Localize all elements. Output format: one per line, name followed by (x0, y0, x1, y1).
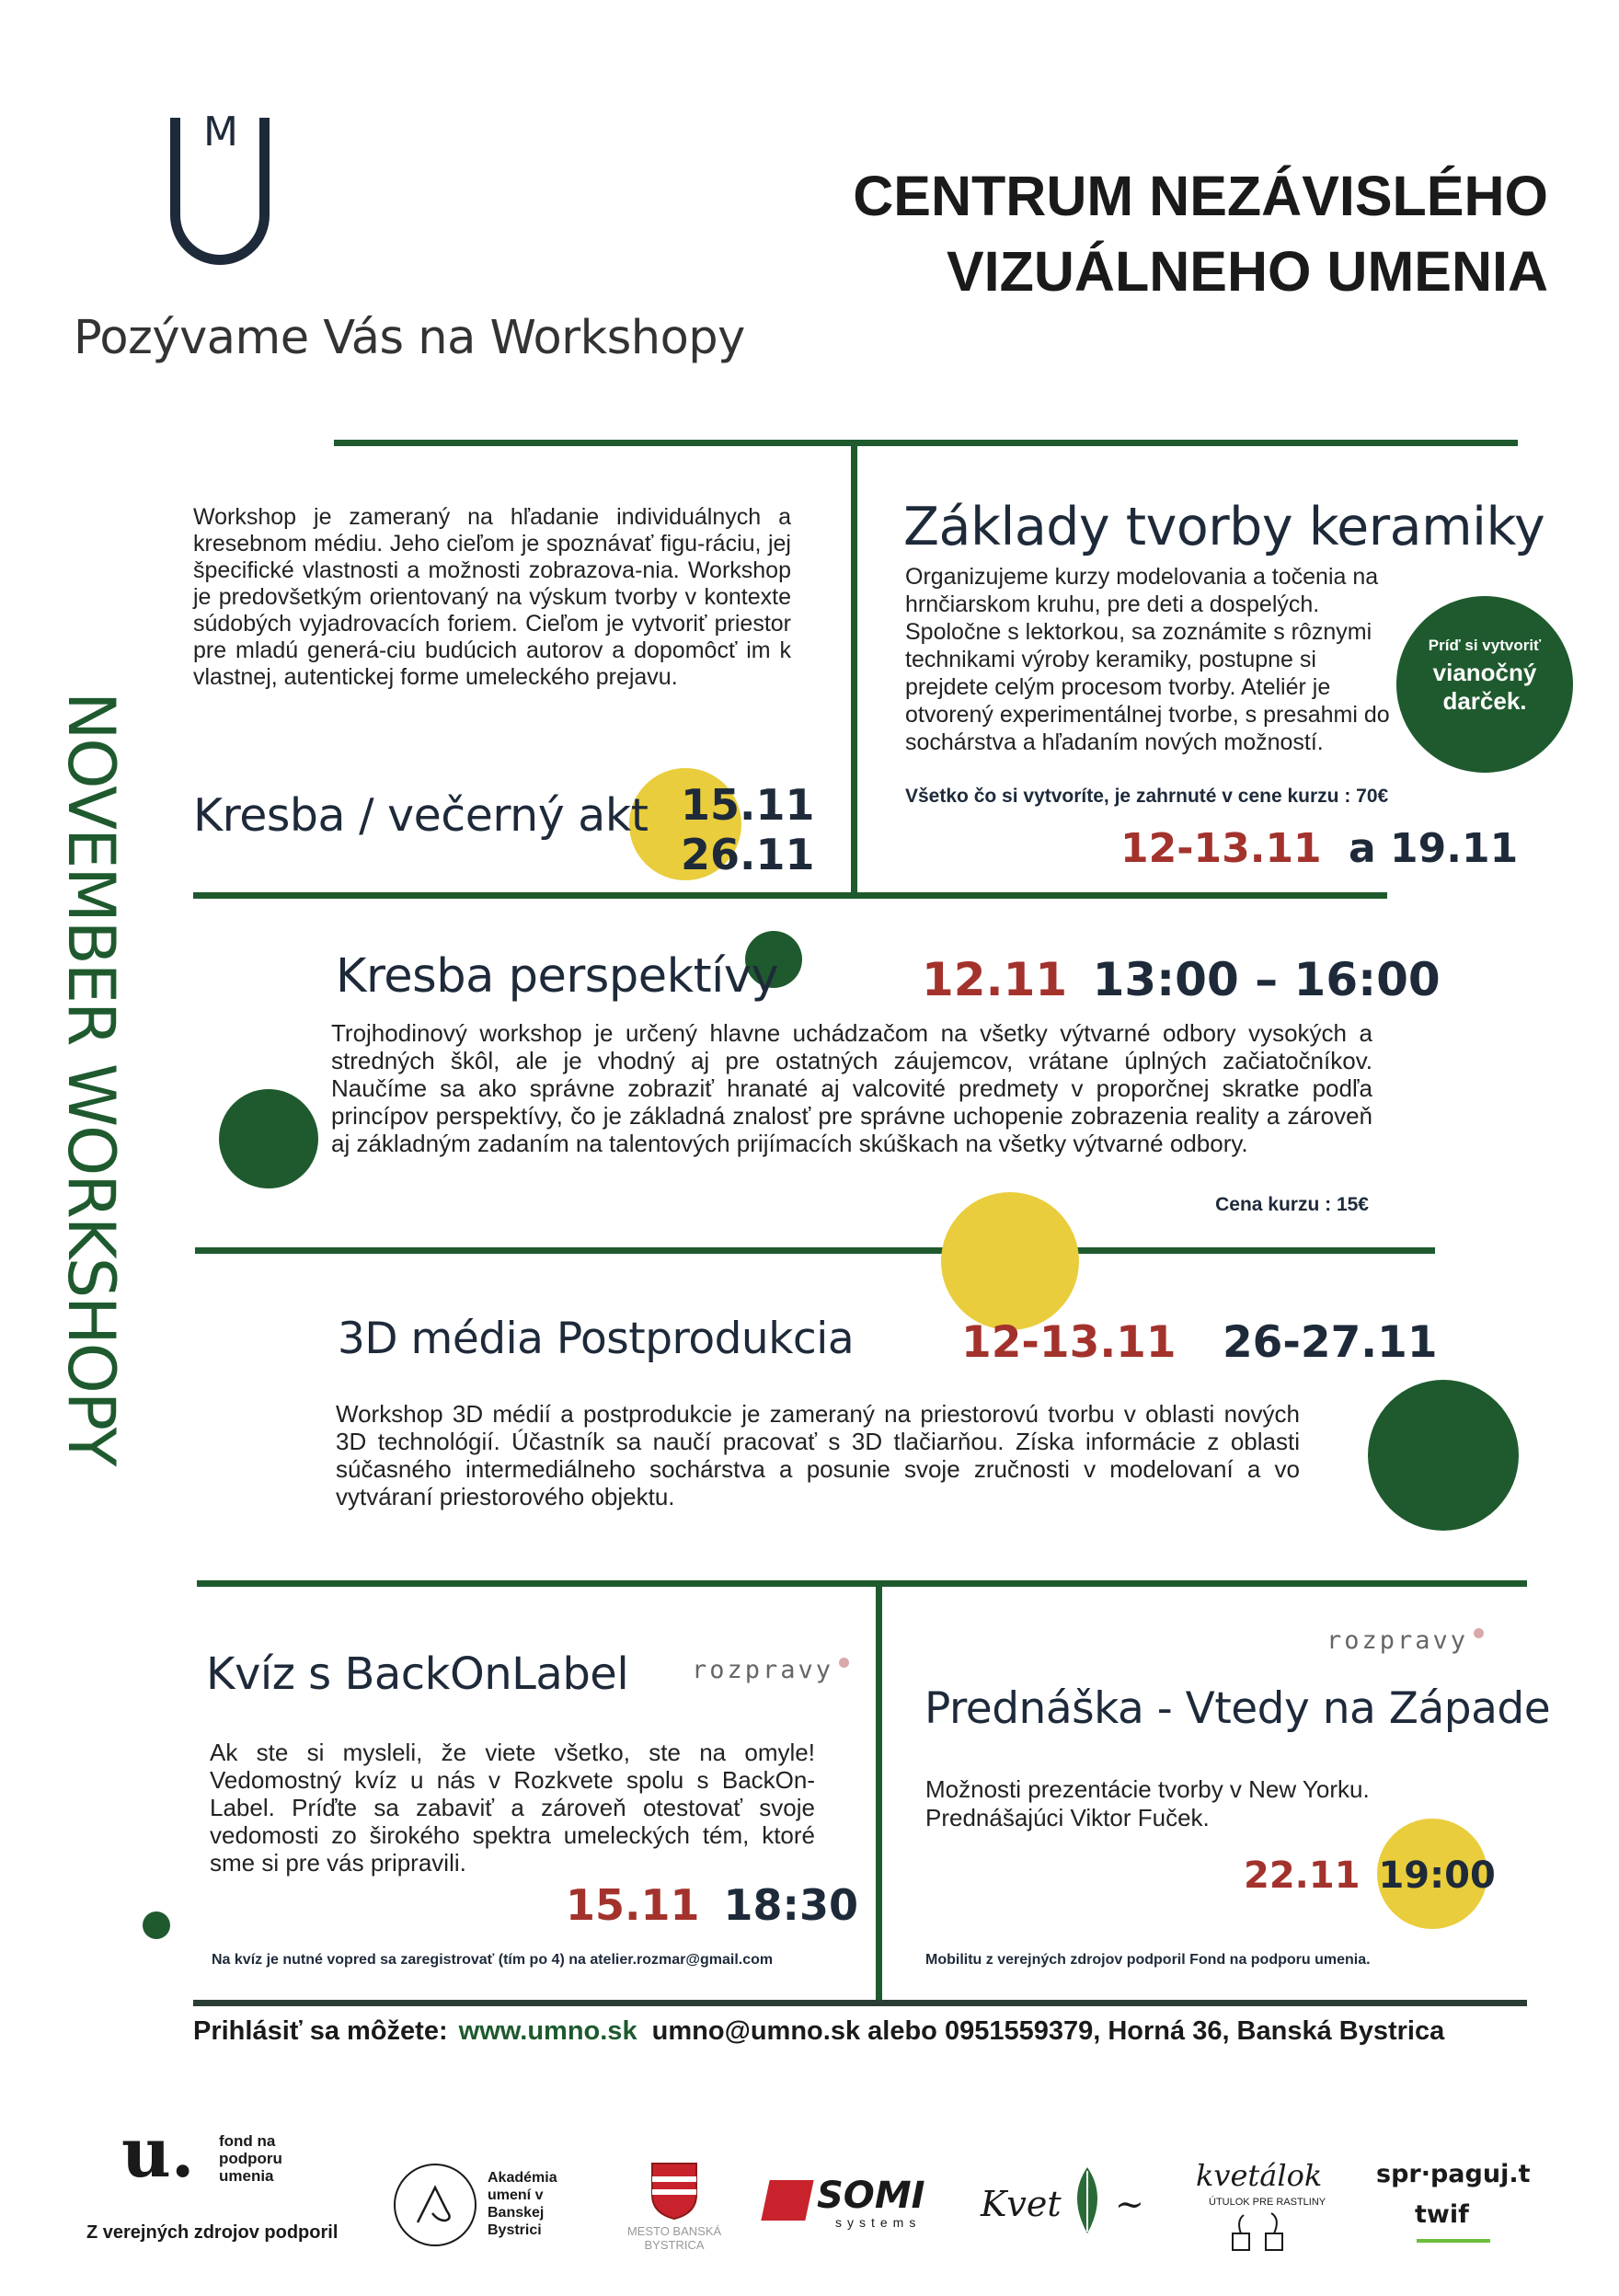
prednaska-note: Mobilitu z verejných zdrojov podporil Fond na podporu umenia. (925, 1952, 1371, 1968)
plant-pots-icon (1225, 2211, 1299, 2254)
prednaska-title: Prednáška - Vtedy na Západe (924, 1683, 1551, 1734)
kvet-tail-icon: ~ (1115, 2184, 1144, 2224)
divider-top (334, 440, 1518, 446)
kresba-akt-date-2: 26.11 (681, 830, 815, 879)
fpu-logo-letter: u. (121, 2114, 195, 2193)
divider-vertical-1 (851, 440, 857, 898)
kviz-title: Kvíz s BackOnLabel (206, 1648, 629, 1700)
badge-line1: Príď si vytvoriť (1428, 637, 1542, 654)
keramika-date-red: 12-13.11 (1120, 825, 1322, 872)
prednaska-tag-text: rozpravy (1326, 1626, 1469, 1655)
prednaska-tag (1326, 1626, 1484, 1655)
somi-logo-icon (761, 2180, 813, 2221)
divider-bottom (193, 2000, 1527, 2006)
page-title (853, 158, 1548, 309)
kvet-name: Kvet (981, 2184, 1062, 2224)
divider-2 (193, 892, 1387, 899)
fpu-name: fond na podporu umenia (219, 2132, 282, 2185)
mu-logo-m: M (203, 109, 238, 155)
somi-sub: systems (835, 2215, 922, 2230)
divider-vertical-2 (876, 1580, 882, 2005)
media3d-body: Workshop 3D médií a postprodukcie je zameraný na priestorovú tvorbu v oblasti nových 3D technológií. Účastník sa naučí pracovať s 3D tlačiarňou. Získa informácie z oblasti súčasného intermediálneho sochárstva a posunie svoje zručnosti v modelovaní a vo vytváraní priestorového objektu. (336, 1400, 1300, 1510)
kviz-date (566, 1880, 858, 1930)
kresba-akt-body: Workshop je zameraný na hľadanie individuálnych a kresebnom médiu. Jeho cieľom je spoznávať figu-ráciu, jej špecifické vlastnosti a možnosti zobrazova-nia. Workshop je predovšetkým orientovaný na výskum tvorby v kontexte súdobých vyjadrovacích foriem. Cieľom je vytvoriť priestor pre mladú generá-ciu budúcich autorov a dopomôcť im k vlastnej, autentickej forme umeleckého prejavu. (193, 504, 791, 690)
keramika-dates (1120, 825, 1518, 872)
media3d-date-2: 26-27.11 (1222, 1317, 1438, 1368)
perspektivy-price: Cena kurzu : 15€ (1215, 1194, 1369, 1215)
sponsor-fpu (81, 2114, 375, 2246)
page-title-line2: VIZUÁLNEHO UMENIA (946, 240, 1548, 303)
mesto-crest-icon (649, 2160, 700, 2221)
kviz-tag-text: rozpravy (692, 1656, 834, 1684)
page-title-line1: CENTRUM NEZÁVISLÉHO (853, 165, 1548, 227)
prednaska-date (1244, 1854, 1496, 1897)
kviz-tag-dot (839, 1658, 849, 1668)
invite-text: Pozývame Vás na Workshopy (74, 311, 745, 365)
green-dot-3d (1368, 1380, 1519, 1531)
propaguj-name: spr·paguj.t (1376, 2160, 1531, 2188)
sponsor-aku (394, 2164, 601, 2256)
badge-line2: vianočný (1432, 659, 1537, 686)
green-dot-small (143, 1911, 170, 1939)
contact-line (193, 2016, 1444, 2047)
badge-line3: darček. (1442, 687, 1527, 715)
sponsor-kvet (981, 2164, 1165, 2246)
prednaska-tag-dot (1474, 1628, 1484, 1638)
sponsor-kvetalok (1185, 2158, 1341, 2259)
kviz-body: Ak ste si mysleli, že viete všetko, ste na omyle! Vedomostný kvíz u nás v Rozkvete spolu s BackOn-Label. Príďte sa zabaviť a zároveň otestovať svoje vedomosti zo širokého spektra umeleckých tém, ktoré sme si pre vás pripravili. (210, 1739, 815, 1877)
media3d-dates (961, 1317, 1438, 1368)
kvetalok-sub: ÚTULOK PRE RASTLINY (1209, 2197, 1326, 2208)
mu-logo (170, 109, 281, 272)
kresba-akt-date-1: 15.11 (681, 780, 815, 830)
keramika-note: Všetko čo si vytvoríte, je zahrnuté v cene kurzu : 70€ (905, 786, 1389, 807)
sponsor-propaguj (1376, 2160, 1542, 2261)
side-title: NOVEMBER WORKSHOPY (53, 692, 129, 1465)
divider-4 (197, 1580, 1527, 1587)
contact-rest: umno@umno.sk alebo 0951559379, Horná 36, Banská Bystrica (651, 2016, 1445, 2046)
divider-3 (195, 1247, 1435, 1254)
somi-name: SOMI (817, 2175, 925, 2217)
media3d-title: 3D média Postprodukcia (338, 1314, 855, 1364)
prednaska-time: 19:00 (1378, 1854, 1496, 1897)
perspektivy-body: Trojhodinový workshop je určený hlavne uchádzačom na všetky výtvarné odbory vysokých a stredných škôl, ale je vhodný aj pre ostatných záujemcov, vrátane úplných začiatočníkov. Naučíme sa ako správne zobraziť hranaté aj valcovité predmety v proporčnej skratke podľa princípov perspektívy, čo je základná znalosť pre správne uchopenie zobrazenia reality a zároveň aj základným zadaním na talentových prijímacích skúškach na všetky výtvarné odbory. (331, 1019, 1372, 1157)
prednaska-date-red: 22.11 (1244, 1854, 1361, 1897)
keramika-date-rest: a 19.11 (1349, 825, 1519, 872)
prednaska-body: Možnosti prezentácie tvorby v New Yorku. Prednášajúci Viktor Fuček. (925, 1775, 1370, 1831)
kresba-akt-title: Kresba / večerný akt (193, 789, 649, 842)
twif-underline-icon (1417, 2239, 1490, 2243)
contact-label: Prihlásiť sa môžete: (193, 2016, 448, 2046)
fpu-caption: Z verejných zdrojov podporil (86, 2222, 339, 2243)
perspektivy-date (922, 953, 1441, 1006)
mu-logo-u-shape (170, 118, 270, 265)
green-dot-left (219, 1089, 318, 1188)
keramika-title: Základy tvorby keramiky (903, 497, 1545, 557)
perspektivy-date-red: 12.11 (922, 953, 1068, 1006)
contact-web-link[interactable]: www.umno.sk (458, 2016, 637, 2046)
kviz-time: 18:30 (723, 1880, 858, 1930)
twif-name: twif (1415, 2200, 1469, 2229)
aku-logo-icon (394, 2164, 477, 2246)
keramika-badge (1396, 596, 1573, 773)
kviz-note: Na kvíz je nutné vopred sa zaregistrovať (tím po 4) na atelier.rozmar@gmail.com (212, 1952, 774, 1968)
kviz-date-red: 15.11 (566, 1880, 700, 1930)
yellow-dot-3d (941, 1192, 1079, 1330)
kvetalok-name: kvetálok (1196, 2158, 1323, 2193)
keramika-body: Organizujeme kurzy modelovania a točenia na hrnčiarskom kruhu, pre deti a dospelých. Spoločne s lektorkou, sa zoznámite s rôznymi technikami výroby keramiky, postupne si prejdete celým procesom tvorby. Ateliér je otvorený experimentálnej tvorbe, s presahmi do sochárstva a hľadaním nových možností. (905, 564, 1390, 755)
sponsor-somi (765, 2176, 949, 2232)
perspektivy-time: 13:00 – 16:00 (1092, 953, 1441, 1006)
leaf-icon (1060, 2164, 1115, 2237)
perspektivy-title: Kresba perspektívy (336, 949, 779, 1004)
sponsor-mesto (609, 2160, 740, 2261)
aku-name: Akadémia umení v Banskej Bystrici (488, 2170, 557, 2238)
media3d-date-red: 12-13.11 (961, 1317, 1177, 1368)
mesto-name: MESTO BANSKÁ BYSTRICA (626, 2224, 722, 2252)
kviz-tag (692, 1656, 849, 1684)
